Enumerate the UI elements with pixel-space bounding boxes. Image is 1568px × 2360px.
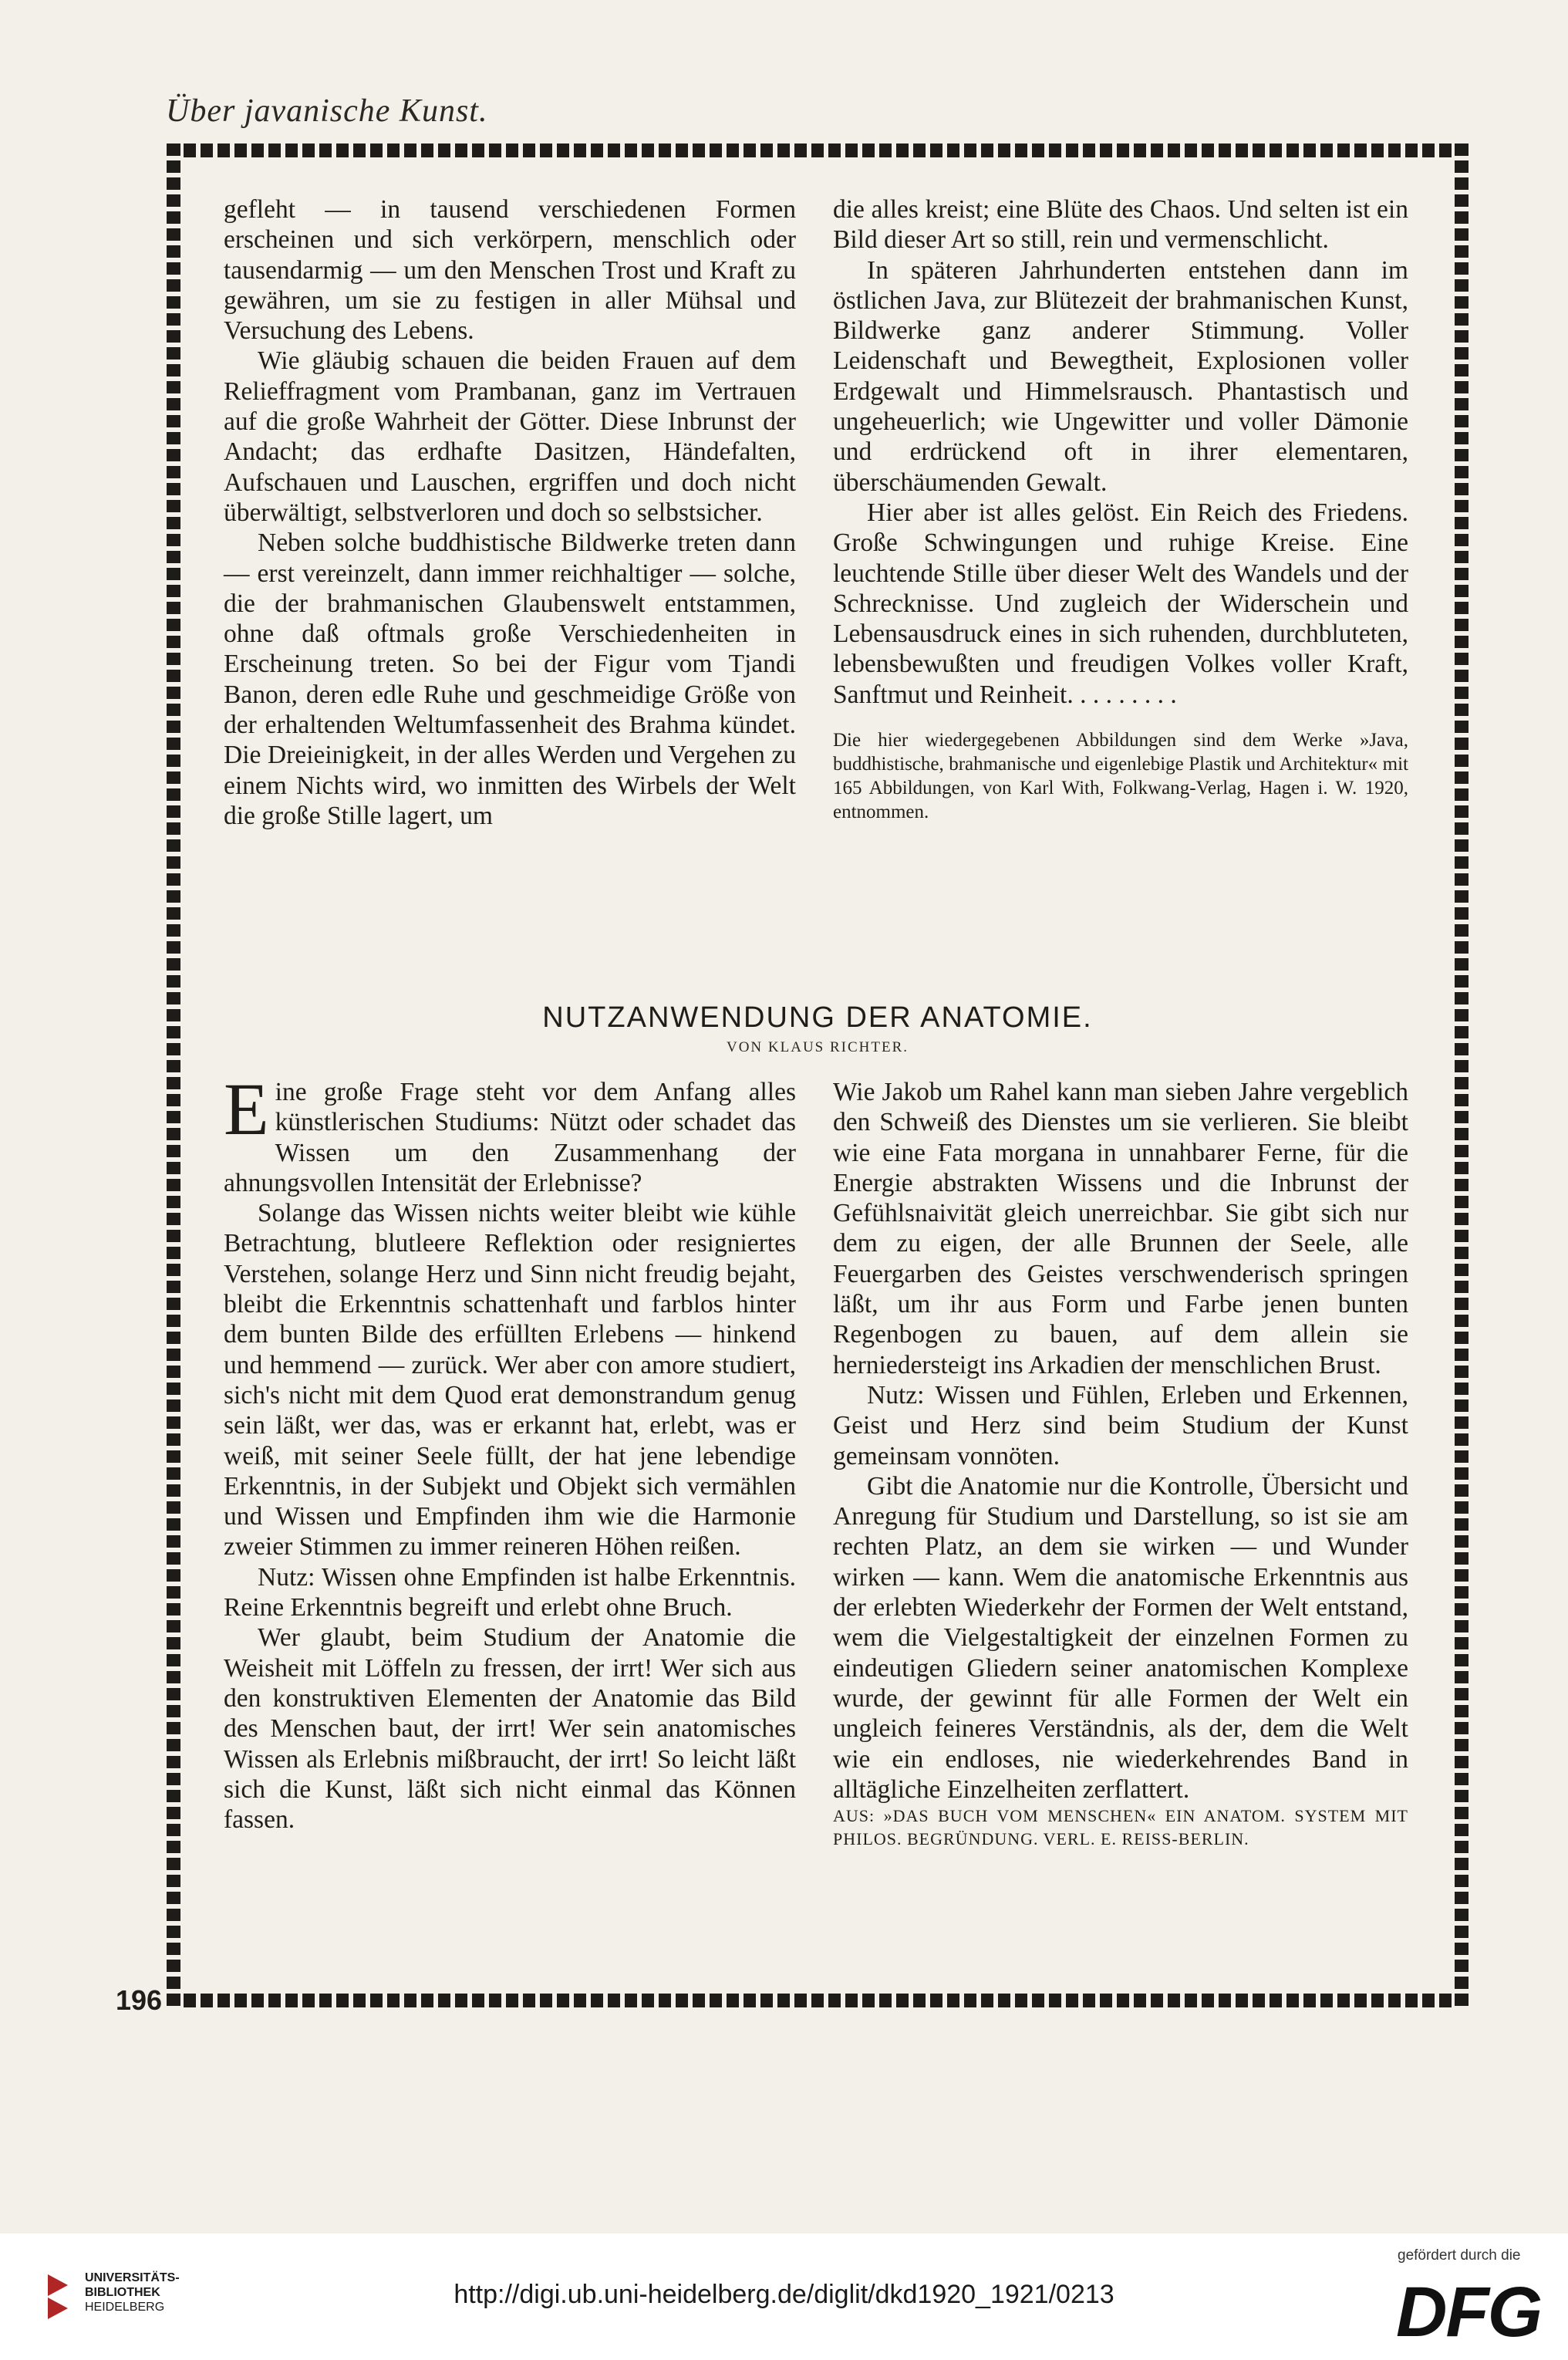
article2-right-column [833,1077,1408,1851]
funded-by-label: gefördert durch die [1398,2247,1521,2264]
article1-left-column [224,194,796,831]
frame-bottom-border [167,1994,1469,2007]
page-number: 196 [116,1984,163,2016]
paragraph: die alles kreist; eine Blüte des Chaos. Und selten ist ein Bild dieser Art so still, rein und vermenschlicht. [833,195,1408,255]
paragraph: Wie Jakob um Rahel kann man sieben Jahre vergeblich den Schweiß des Dienstes um sie verlieren. Sie bleibt wie eine Fata morgana in unnahbarer Ferne, für die Energie abstrakten Wissens und die Inbrunst der Gefühlsnaivität gleich unerreichbar. Sie gibt sich nur dem zu eigen, der alle Brunnen der Seele, alle Feuergarben des Geistes verschwenderisch springen läßt, um ihr aus Form und Farbe jenen bunten Regenbogen zu bauen, auf dem allein sie herniedersteigt ins Arkadien der menschlichen Brust. [833,1078,1408,1379]
permalink-url[interactable]: http://digi.ub.uni-heidelberg.de/diglit/dkd1920_1921/0213 [454,2280,1114,2309]
article2-left-column [224,1068,796,1835]
digitization-footer [0,2233,1568,2360]
frame-top-border [167,143,1469,157]
frame-left-border [167,143,180,2007]
paragraph: Gibt die Anatomie nur die Kontrolle, Übersicht und Anregung für Studium und Darstellung, so ist sie am rechten Platz, an dem sie wirken — und Wunder wirken — kann. Wem die anatomische Erkenntnis aus der erlebten Wiederkehr der Formen der Welt entstand, wem die Vielgestaltigkeit der einzelnen Formen zu eindeutigen Gliedern seiner anatomischen Komplexe wurde, der gewinnt für alle Formen der Welt ein ungleich feineres Verständnis, als der, dem die Welt wie ein endloses, nie wiederkehrendes Band in alltägliche Einzelheiten zerflattert. [833,1471,1408,1804]
paragraph: Wie gläubig schauen die beiden Frauen auf dem Relieffragment vom Prambanan, ganz im Vertrauen auf die große Wahrheit der Götter. Diese Inbrunst der Andacht; das erdhafte Dasitzen, Händefalten, Aufschauen und Lauschen, ergriffen und doch nicht überwältigt, selbstverloren und doch so selbstsicher. [224,346,796,527]
article1-right-column [833,194,1408,824]
article-byline: VON KLAUS RICHTER. [726,1039,909,1055]
paragraph: Neben solche buddhistische Bildwerke treten dann — erst vereinzelt, dann immer reichhaltiger — solche, die der brahmanischen Glaubenswelt entstammen, ohne daß oftmals große Verschiedenheiten in Erscheinung treten. So bei der Figur vom Tjandi Banon, deren edle Ruhe und geschmeidige Größe von der erhaltenden Weltumfassenheit des Brahma kündet. Die Dreieinigkeit, in der alles Werden und Vergehen zu einem Nichts wird, wo inmitten des Wirbels der Welt die große Stille lagert, um [224,528,796,830]
paragraph: Hier aber ist alles gelöst. Ein Reich des Friedens. Große Schwingungen und ruhige Kreise. Eine leuchtende Stille über dieser Welt des Wandels und der Schrecknisse. Und zugleich der Widerschein und Lebensausdruck eines in sich ruhenden, durchbluteten, lebensbewußten und freudigen Volkes voller Kraft, Sanftmut und Reinheit. . . . . . . . . [833,498,1408,709]
dfg-logo: DFG [1396,2273,1542,2352]
paragraph: Wer glaubt, beim Studium der Anatomie die Weisheit mit Löffeln zu fressen, der irrt! Wer sich aus den konstruktiven Elementen der Anatomie das Bild des Menschen baut, der irrt! Wer sein anatomisches Wissen als Erlebnis mißbraucht, der irrt! So leicht läßt sich die Kunst, läßt sich nicht einmal das Können fassen. [224,1623,796,1835]
library-name: UNIVERSITÄTS- BIBLIOTHEK HEIDELBERG [85,2271,180,2314]
image-credit-note: Die hier wiedergegebenen Abbildungen sind dem Werke »Java, buddhistische, brahmanische und eigenlebige Plastik und Architektur« mit 165 Abbildungen, von Karl With, Folkwang-Verlag, Hagen i. W. 1920, entnommen. [833,730,1408,823]
frame-right-border [1455,143,1469,2007]
paragraph: Nutz: Wissen ohne Empfinden ist halbe Erkenntnis. Reine Erkenntnis begreift und erlebt ohne Bruch. [224,1562,796,1622]
paragraph: In späteren Jahrhunderten entstehen dann im östlichen Java, zur Blütezeit der brahmanischen Kunst, Bildwerke ganz anderer Stimmung. Voller Leidenschaft und Bewegtheit, Explosionen voller Erdgewalt und Himmelsrausch. Phantastisch und ungeheuerlich; wie Ungewitter und voller Dämonie und erdrückend oft in ihrer elementaren, überschäumenden Gewalt. [833,255,1408,497]
paragraph: Solange das Wissen nichts weiter bleibt wie kühle Betrachtung, blutleere Reflektion oder resigniertes Verstehen, solange Herz und Sinn nicht freudig bejaht, bleibt die Erkenntnis schattenhaft und farblos hinter dem bunten Bilde des erfüllten Erlebens — hinkend und hemmend — zurück. Wer aber con amore studiert, sich's nicht mit dem Quod erat demonstrandum genug sein läßt, wer das, was er erkannt hat, erlebt, was er weiß, mit seiner Seele füllt, der hat jene lebendige Erkenntnis, in der Subjekt und Objekt sich vermählen und Wissen und Empfinden ihm wie die Harmonie zweier Stimmen zu immer reineren Höhen reißen. [224,1199,796,1562]
running-head: Über javanische Kunst. [166,93,488,129]
paragraph: ine große Frage steht vor dem Anfang alles künstlerischen Studiums: Nützt oder schadet das Wissen um den Zusammenhang der ahnungsvollen Intensität der Erlebnisse? [224,1078,796,1197]
paragraph: gefleht — in tausend verschiedenen Formen erscheinen und sich verkörpern, menschlich oder tausendarmig — um den Menschen Trost und Kraft zu gewähren, um sie zu festigen in aller Mühsal und Versuchung des Lebens. [224,195,796,346]
source-note: AUS: »DAS BUCH VOM MENSCHEN« EIN ANATOM. SYSTEM MIT PHILOS. BEGRÜNDUNG. VERL. E. REISS-BERLIN. [833,1806,1408,1849]
article-title: NUTZANWENDUNG DER ANATOMIE. [542,1001,1093,1034]
paragraph: Nutz: Wissen und Fühlen, Erleben und Erkennen, Geist und Herz sind beim Studium der Kunst gemeinsam vonnöten. [833,1380,1408,1470]
drop-cap: E [224,1068,269,1150]
